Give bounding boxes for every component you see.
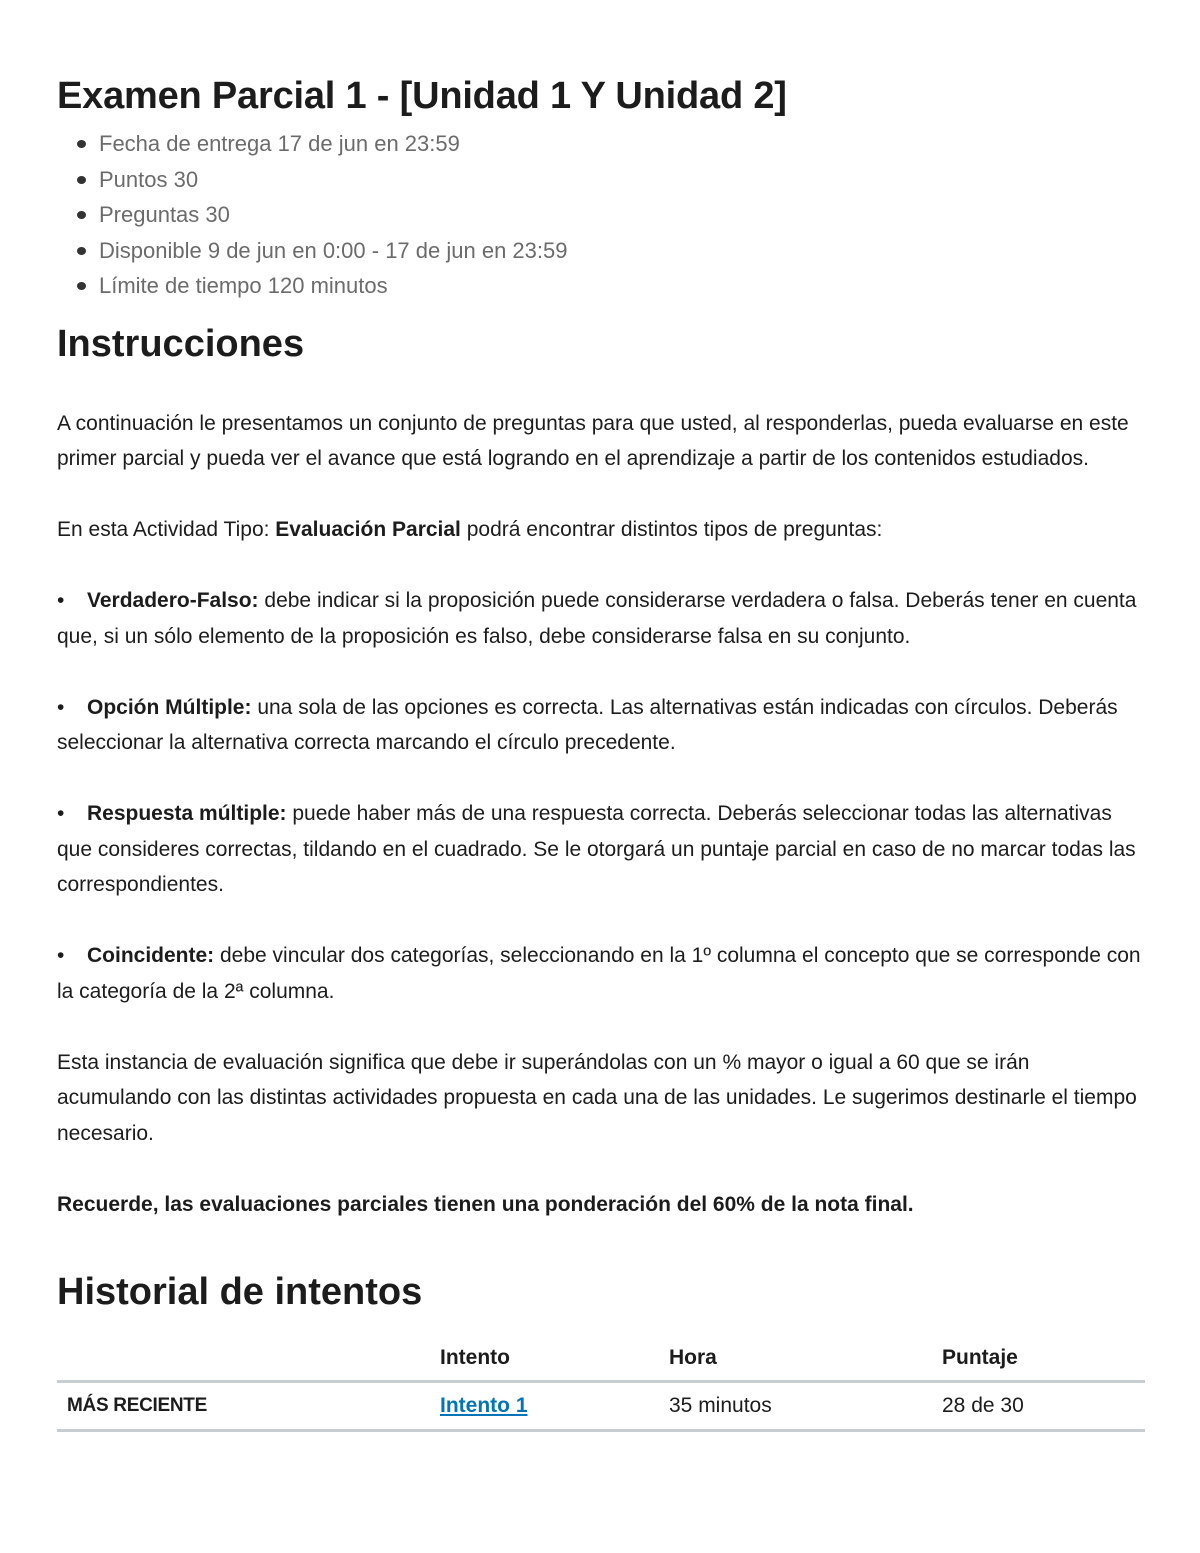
activity-type-name: Evaluación Parcial — [275, 518, 461, 541]
bullet: • — [57, 944, 65, 967]
table-row — [57, 1382, 1145, 1431]
attempt-time: 35 minutos — [669, 1382, 942, 1431]
instructions-body — [57, 406, 1144, 1223]
question-type-name: Opción Múltiple: — [87, 695, 252, 719]
question-type-description: una sola de las opciones es correcta. Las alternativas están indicadas con círculos. Deberás seleccionar la alternativa correcta marcando el círculo precedente. — [57, 695, 1118, 754]
column-header-time: Hora — [669, 1344, 942, 1382]
activity-type-paragraph — [57, 512, 1144, 548]
weighting-reminder — [57, 1187, 1144, 1223]
question-count: Preguntas 30 — [79, 197, 1144, 233]
bullet: • — [57, 802, 65, 825]
attempt-history-table — [57, 1344, 1145, 1432]
time-limit: Límite de tiempo 120 minutos — [79, 268, 1144, 304]
question-type-multiple-choice — [57, 690, 1144, 761]
bullet: • — [57, 589, 65, 612]
attempt-link[interactable]: Intento 1 — [440, 1394, 528, 1417]
weighting-reminder-text: Recuerde, las evaluaciones parciales tienen una ponderación del 60% de la nota final. — [57, 1192, 914, 1216]
question-type-name: Respuesta múltiple: — [87, 802, 287, 825]
question-type-description: debe indicar si la proposición puede considerarse verdadera o falsa. Deberás tener en cuenta que, si un sólo elemento de la proposición es falso, debe considerarse falsa en su conjunto. — [57, 589, 1137, 648]
instructions-intro: A continuación le presentamos un conjunto de preguntas para que usted, al responderlas, pueda evaluarse en este primer parcial y pueda ver el avance que está logrando en el aprendizaje a partir de los contenidos estudiados. — [57, 411, 1129, 470]
column-header-blank — [57, 1344, 440, 1382]
bullet: • — [57, 695, 65, 719]
availability: Disponible 9 de jun en 0:00 - 17 de jun en 23:59 — [79, 233, 1144, 269]
question-type-matching — [57, 938, 1144, 1009]
activity-suffix: podrá encontrar distintos tipos de preguntas: — [460, 518, 883, 541]
quiz-details-list — [57, 126, 1144, 304]
attempt-score: 28 de 30 — [942, 1382, 1145, 1431]
question-type-name: Verdadero-Falso: — [87, 589, 259, 612]
column-header-score: Puntaje — [942, 1344, 1145, 1382]
question-type-description: puede haber más de una respuesta correcta. Deberás seleccionar todas las alternativas que consideres correctas, tildando en el cuadrado. Se le otorgará un puntaje parcial en caso de no marcar todas las correspondientes. — [57, 802, 1136, 896]
question-type-true-false — [57, 583, 1144, 654]
instructions-heading: Instrucciones — [57, 322, 305, 365]
attempt-history-heading: Historial de intentos — [57, 1271, 423, 1313]
activity-prefix: En esta Actividad Tipo: — [57, 518, 276, 541]
page-title: Examen Parcial 1 - [Unidad 1 Y Unidad 2] — [57, 75, 787, 117]
table-header-row — [57, 1344, 1145, 1382]
question-type-multiple-answer — [57, 796, 1144, 903]
points: Puntos 30 — [79, 162, 1144, 198]
column-header-attempt: Intento — [440, 1344, 669, 1382]
due-date: Fecha de entrega 17 de jun en 23:59 — [79, 126, 1144, 162]
attempt-status-label: MÁS RECIENTE — [57, 1382, 440, 1431]
question-type-name: Coincidente: — [87, 944, 215, 967]
evaluation-note: Esta instancia de evaluación significa que debe ir superándolas con un % mayor o igual a 60 que se irán acumulando con las distintas actividades propuesta en cada una de las unidades. Le sugerimos destinarle el tiempo necesario. — [57, 1050, 1137, 1145]
question-type-description: debe vincular dos categorías, seleccionando en la 1º columna el concepto que se corresponde con la categoría de la 2ª columna. — [57, 944, 1141, 1003]
attempt-cell — [440, 1382, 669, 1431]
